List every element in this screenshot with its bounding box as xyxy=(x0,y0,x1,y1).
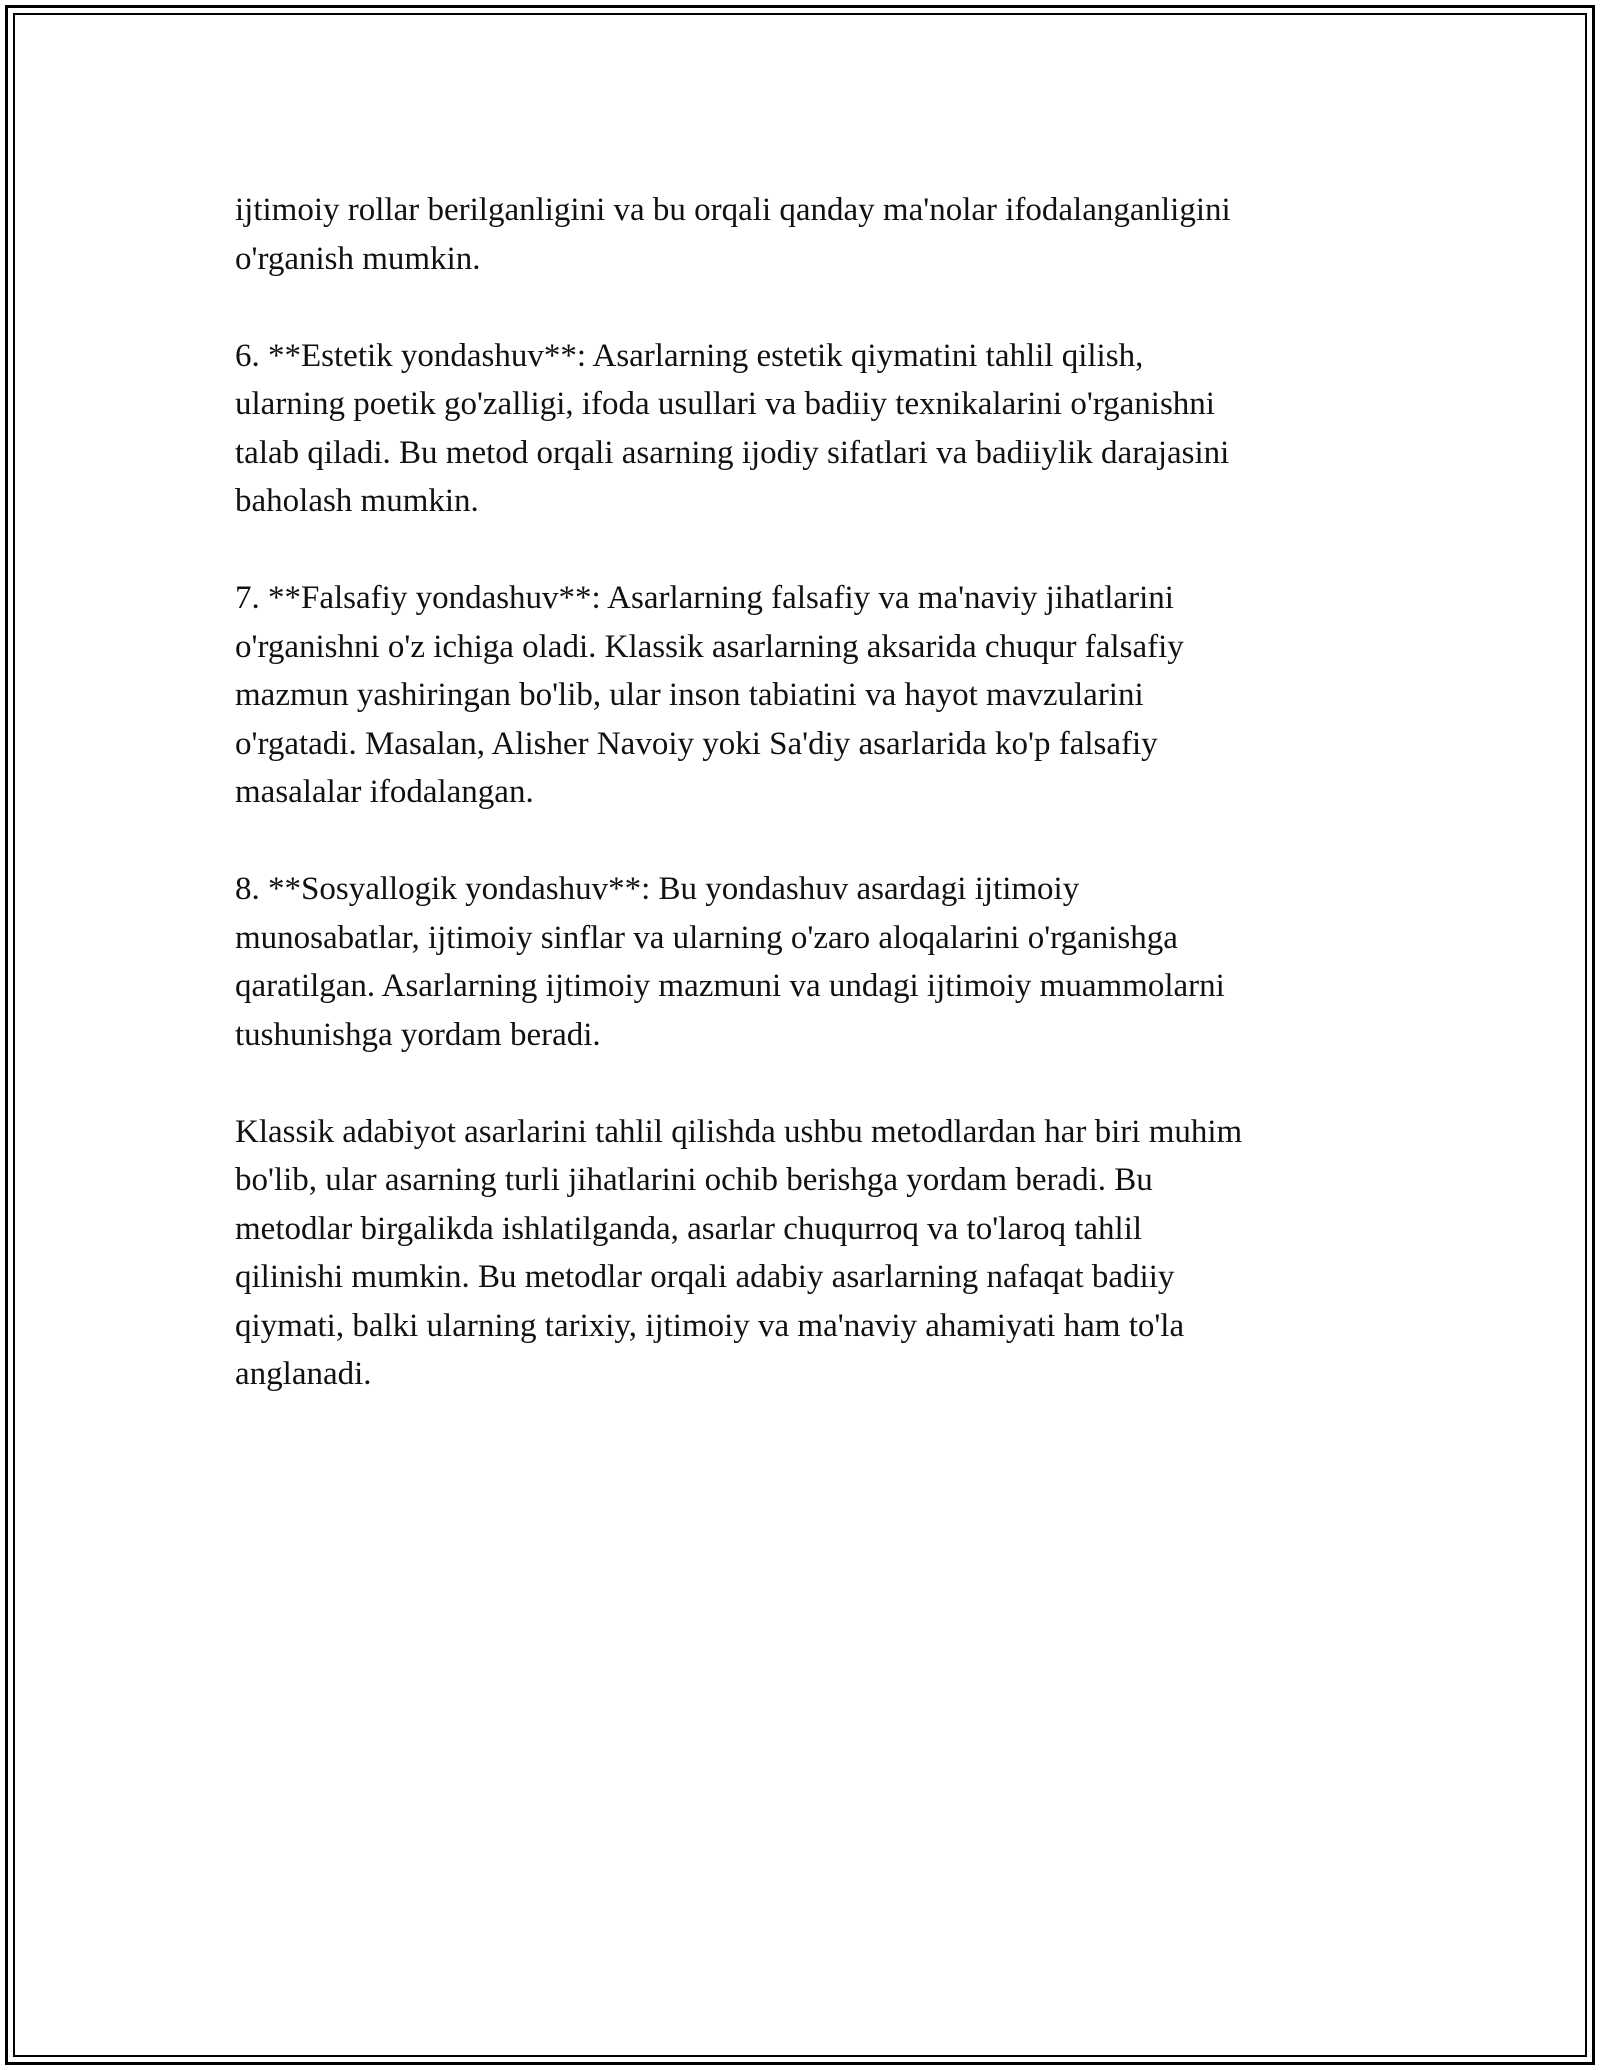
text-line: 7. **Falsafiy yondashuv**: Asarlarning falsafiy va ma'naviy jihatlarini xyxy=(235,580,1174,616)
text-line: o'rganishni o'z ichiga oladi. Klassik asarlarning aksarida chuqur falsafiy xyxy=(235,628,1184,665)
text-line: tushunishga yordam beradi. xyxy=(235,1016,601,1053)
text-line: ijtimoiy rollar berilganligini va bu orqali qanday ma'nolar ifodalanganligini xyxy=(235,192,1231,228)
text-line: anglanadi. xyxy=(235,1356,372,1392)
text-line: mazmun yashiringan bo'lib, ular inson tabiatini va hayot mavzularini xyxy=(235,677,1144,713)
text-line: metodlar birgalikda ishlatilganda, asarlar chuqurroq va to'laroq tahlil xyxy=(235,1210,1143,1247)
text-line: o'rgatadi. Masalan, Alisher Navoiy yoki Sa'diy asarlarida ko'p falsafiy xyxy=(235,725,1158,762)
text-line: talab qiladi. Bu metod orqali asarning ijodiy sifatlari va badiiylik darajasini xyxy=(235,434,1230,471)
text-line: masalalar ifodalangan. xyxy=(235,774,534,810)
paragraph-falsafiy-yondashuv xyxy=(235,574,1365,817)
document-body xyxy=(235,186,1365,1399)
text-line: bo'lib, ular asarning turli jihatlarini ochib berishga yordam beradi. Bu xyxy=(235,1162,1153,1198)
text-line: qaratilgan. Asarlarning ijtimoiy mazmuni va undagi ijtimoiy muammolarni xyxy=(235,968,1225,1004)
text-line: 6. **Estetik yondashuv**: Asarlarning estetik qiymatini tahlil qilish, xyxy=(235,337,1144,374)
paragraph-intro-continuation xyxy=(235,186,1365,283)
paragraph-estetik-yondashuv xyxy=(235,332,1365,526)
text-line: o'rganish mumkin. xyxy=(235,240,481,277)
paragraph-sosyallogik-yondashuv xyxy=(235,865,1365,1059)
text-line: ularning poetik go'zalligi, ifoda usullari va badiiy texnikalarini o'rganishni xyxy=(235,386,1215,422)
text-line: qiymati, balki ularning tarixiy, ijtimoiy va ma'naviy ahamiyati ham to'la xyxy=(235,1307,1185,1344)
text-line: baholash mumkin. xyxy=(235,483,479,519)
paragraph-conclusion xyxy=(235,1108,1365,1399)
text-line: munosabatlar, ijtimoiy sinflar va ularning o'zaro aloqalarini o'rganishga xyxy=(235,919,1178,956)
text-line: 8. **Sosyallogik yondashuv**: Bu yondashuv asardagi ijtimoiy xyxy=(235,871,1080,907)
text-line: qilinishi mumkin. Bu metodlar orqali adabiy asarlarning nafaqat badiiy xyxy=(235,1259,1175,1295)
text-line: Klassik adabiyot asarlarini tahlil qilishda ushbu metodlardan har biri muhim xyxy=(235,1113,1243,1150)
